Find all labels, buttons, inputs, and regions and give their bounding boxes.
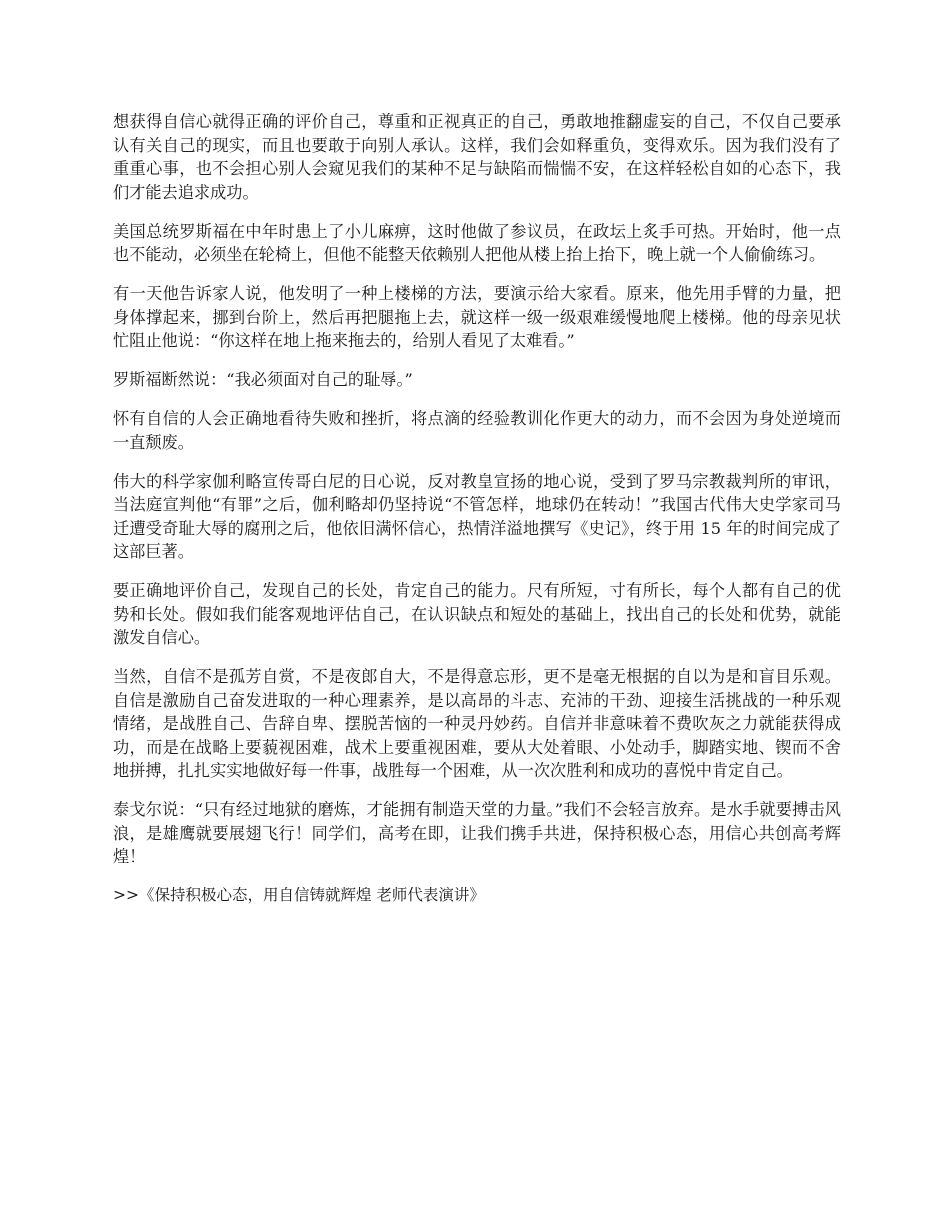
document-body	[113, 110, 841, 908]
paragraph: 伟大的科学家伽利略宣传哥白尼的日心说，反对教皇宣扬的地心说，受到了罗马宗教裁判所的审讯，当法庭宣判他“有罪”之后，伽利略却仍坚持说“不管怎样，地球仍在转动！”我国古代伟大史学家司马迁遭受奇耻大辱的腐刑之后，他依旧满怀信心，热情洋溢地撰写《史记》，终于用 15 年的时间完成了这部巨著。	[113, 471, 841, 561]
paragraph: 当然，自信不是孤芳自赏，不是夜郎自大，不是得意忘形，更不是毫无根据的自以为是和盲目乐观。自信是激励自己奋发进取的一种心理素养，是以高昂的斗志、充沛的干劲、迎接生活挑战的一种乐观情绪，是战胜自己、告辞自卑、摆脱苦恼的一种灵丹妙药。自信并非意味着不费吹灰之力就能获得成功，而是在战略上要藐视困难，战术上要重视困难，要从大处着眼、小处动手，脚踏实地、锲而不舍地拼搏，扎扎实实地做好每一件事，战胜每一个困难，从一次次胜利和成功的喜悦中肯定自己。	[113, 667, 841, 780]
paragraph: 怀有自信的人会正确地看待失败和挫折，将点滴的经验教训化作更大的动力，而不会因为身处逆境而一直颓废。	[113, 409, 841, 452]
related-article-link[interactable]: >>《保持积极心态，用自信铸就辉煌 老师代表演讲》	[113, 886, 485, 904]
paragraph: 要正确地评价自己，发现自己的长处，肯定自己的能力。尺有所短，寸有所长，每个人都有自己的优势和长处。假如我们能客观地评估自己，在认识缺点和短处的基础上，找出自己的长处和优势，就能激发自信心。	[113, 581, 841, 647]
paragraph: 想获得自信心就得正确的评价自己，尊重和正视真正的自己，勇敢地推翻虚妄的自己，不仅自己要承认有关自己的现实，而且也要敢于向别人承认。这样，我们会如释重负，变得欢乐。因为我们没有了重重心事，也不会担心别人会窥见我们的某种不足与缺陷而惴惴不安，在这样轻松自如的心态下，我们才能去追求成功。	[113, 112, 841, 202]
paragraph: 罗斯福断然说：“我必须面对自己的耻辱。”	[113, 370, 413, 389]
paragraph: 有一天他告诉家人说，他发明了一种上楼梯的方法，要演示给大家看。原来，他先用手臂的力量，把身体撑起来，挪到台阶上，然后再把腿拖上去，就这样一级一级艰难缓慢地爬上楼梯。他的母亲见状忙阻止他说：“你这样在地上拖来拖去的，给别人看见了太难看。”	[113, 284, 841, 350]
paragraph: 美国总统罗斯福在中年时患上了小儿麻痹，这时他做了参议员，在政坛上炙手可热。开始时，他一点也不能动，必须坐在轮椅上，但他不能整天依赖别人把他从楼上抬上抬下，晚上就一个人偷偷练习。	[113, 221, 841, 264]
paragraph: 泰戈尔说：“只有经过地狱的磨炼，才能拥有制造天堂的力量。”我们不会轻言放弃。是水手就要搏击风浪，是雄鹰就要展翅飞行！同学们，高考在即，让我们携手共进，保持积极心态，用信心共创高考辉煌！	[113, 800, 841, 866]
